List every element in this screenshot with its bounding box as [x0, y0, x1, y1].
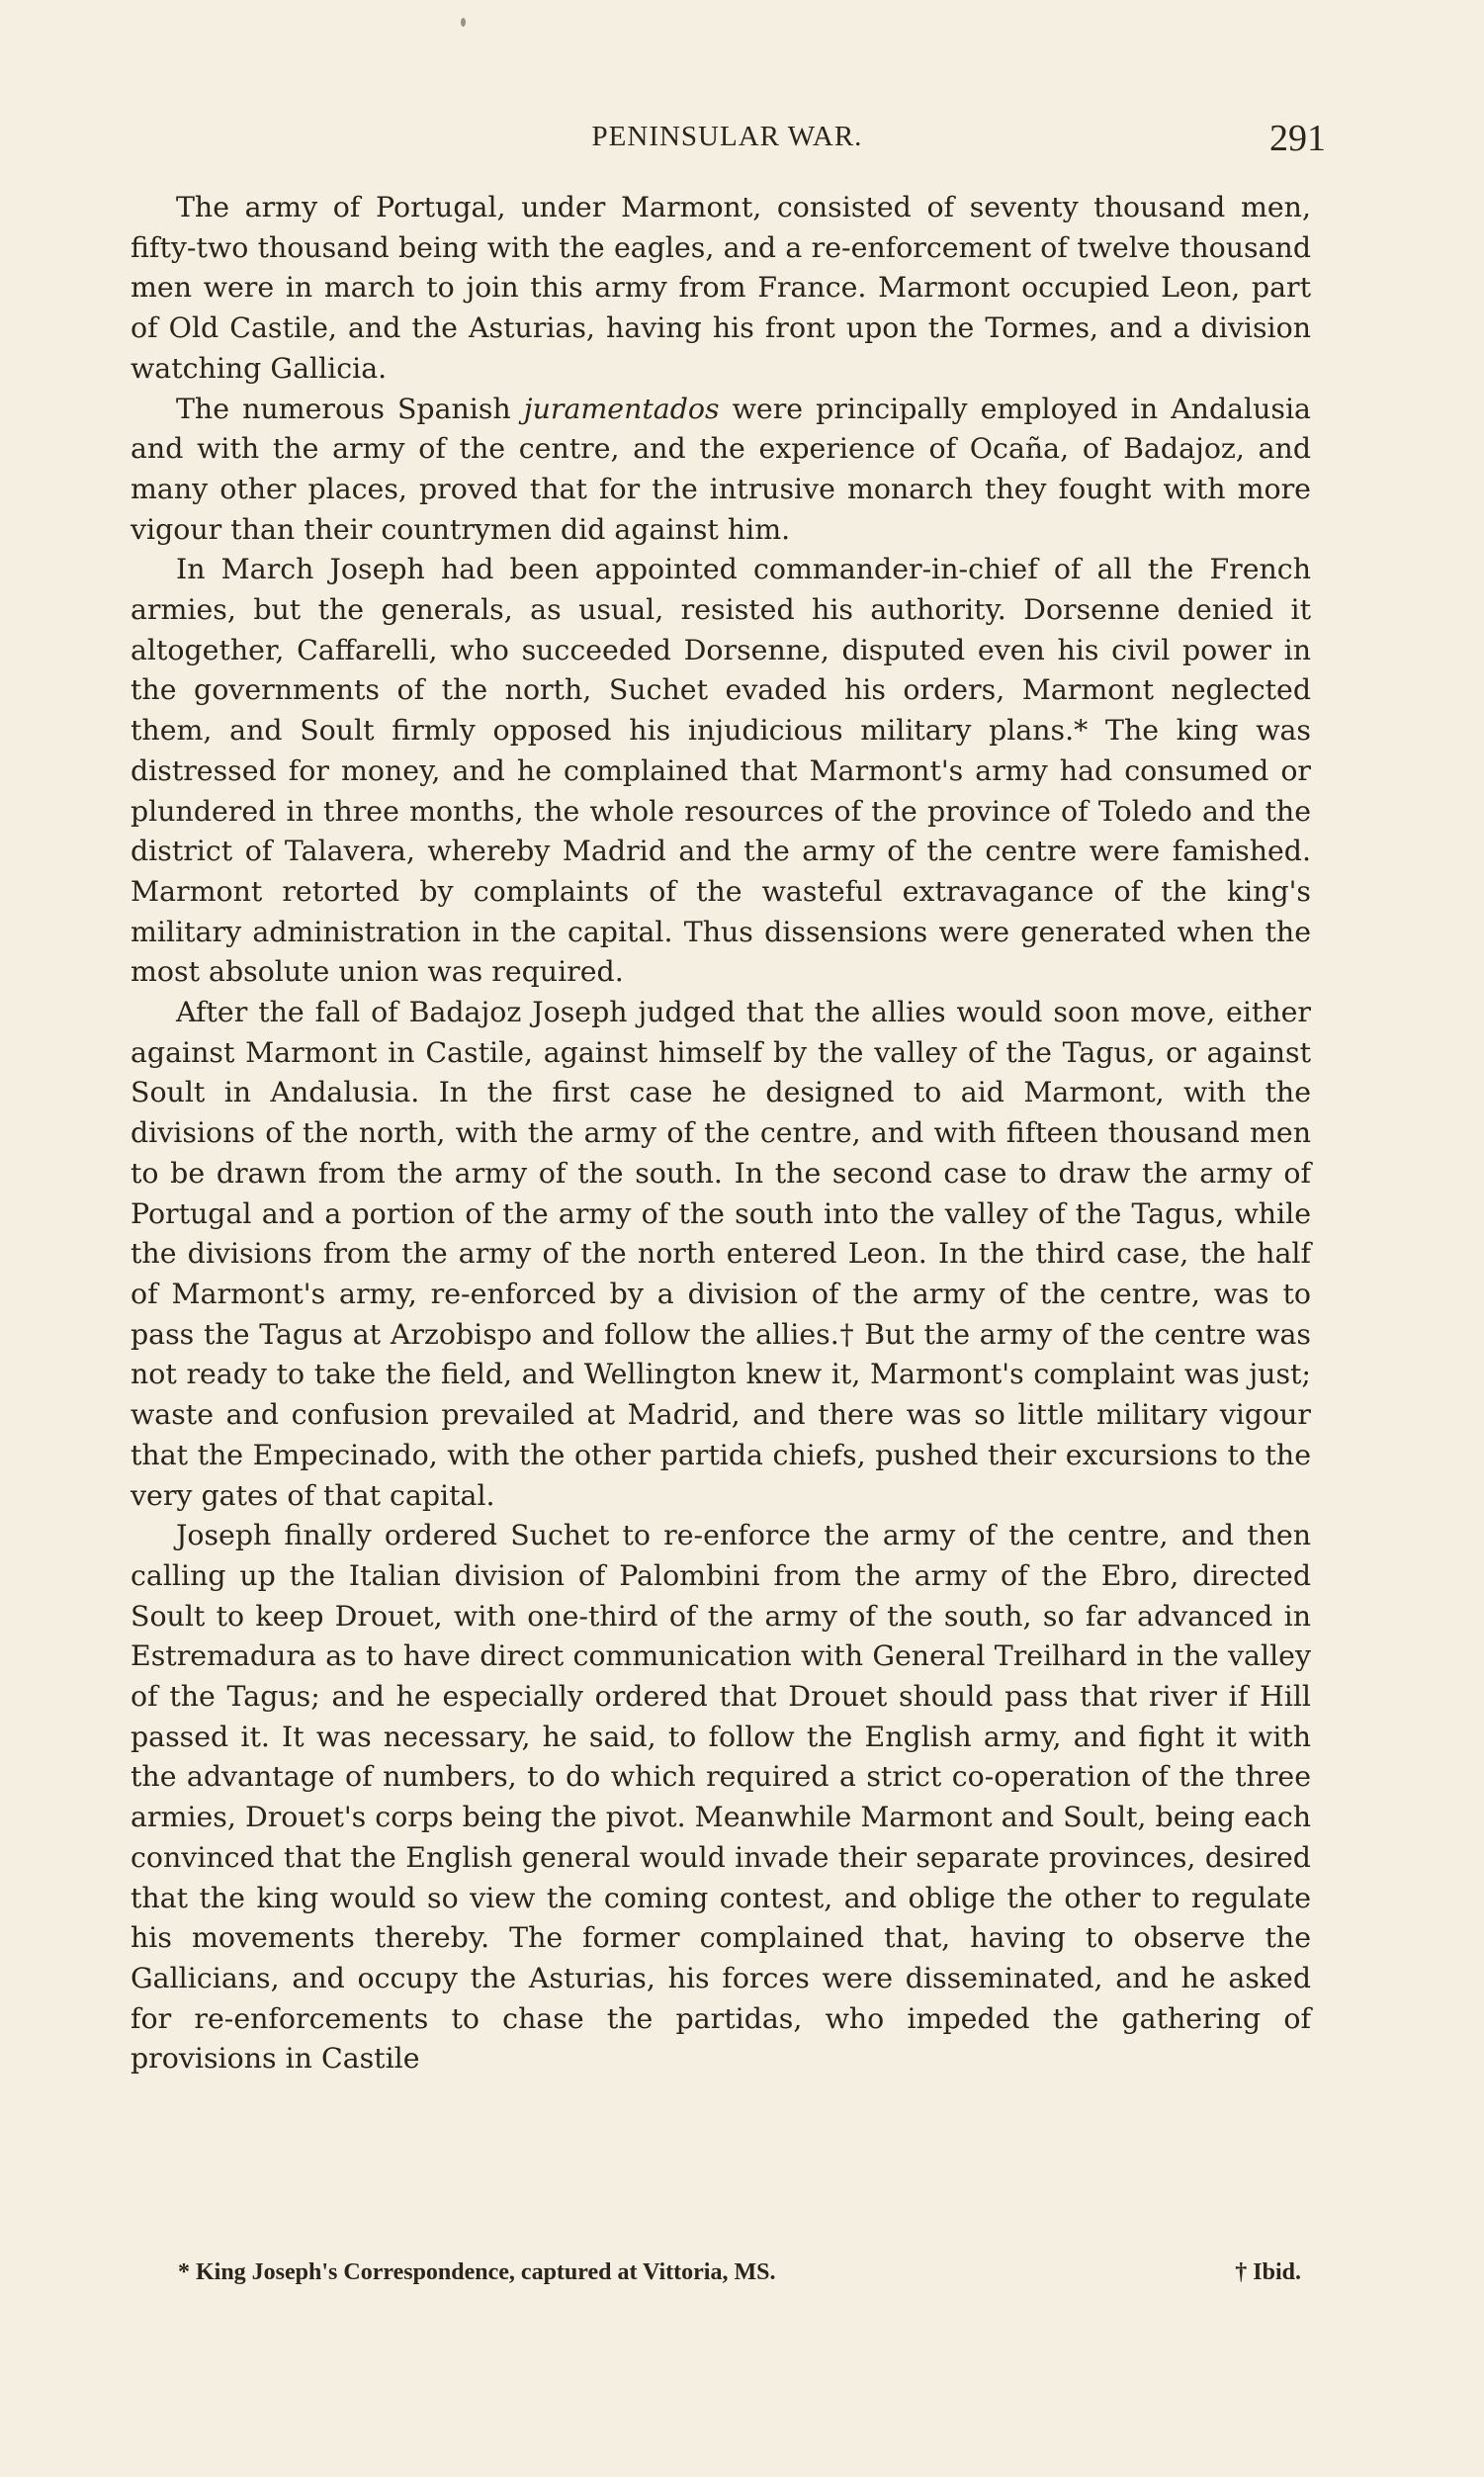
paragraph-3: [131, 550, 1311, 993]
paragraph-1: [131, 188, 1311, 390]
footnote-star: * King Joseph's Correspondence, captured at Vittoria, MS.: [178, 2259, 776, 2285]
paragraph-text: The numerous Spanish: [176, 392, 524, 425]
page-header: [129, 111, 1326, 170]
body-text: [131, 188, 1311, 2079]
footnote-dagger: † Ibid.: [1235, 2259, 1301, 2285]
ink-speck: [461, 18, 466, 27]
running-title: PENINSULAR WAR.: [591, 121, 863, 152]
paragraph-4: [131, 993, 1311, 1516]
paragraph-text: Joseph finally ordered Suchet to re-enforce the army of the centre, and then calling up the Italian division of Palombini from the army of the Ebro, directed Soult to keep Drouet, with one-third of the army of the south, so far advanced in Estremadura as to have direct communication with General Treilhard in the valley of the Tagus; and he especially ordered that Drouet should pass that river if Hill passed it. It was necessary, he said, to follow the English army, and fight it with the advantage of numbers, to do which required a strict co-operation of the three armies, Drouet's corps being the pivot. Meanwhile Marmont and Soult, being each convinced that the English general would invade their separate provinces, desired that the king would so view the coming contest, and oblige the other to regulate his movements thereby. The former complained that, having to observe the Gallicians, and occupy the Asturias, his forces were disseminated, and he asked for re-enforcements to chase the partidas, who impeded the gathering of provisions in Castile: [131, 1519, 1311, 2076]
paragraph-text: were principally employed in Andalusia and with the army of the centre, and the experience of Ocaña, of Badajoz, and many other places, proved that for the intrusive monarch they fought with more vigour than their countrymen did against him.: [131, 392, 1311, 546]
page-number: 291: [1269, 118, 1326, 159]
italic-term: juramentados: [523, 392, 720, 425]
paragraph-5: [131, 1516, 1311, 2079]
paragraph-text: In March Joseph had been appointed commander-in-chief of all the French armies, but the generals, as usual, resisted his authority. Dorsenne denied it altogether, Caffarelli, who succeeded Dorsenne, disputed even his civil power in the governments of the north, Suchet evaded his orders, Marmont neglected them, and Soult firmly opposed his injudicious military plans.* The king was distressed for money, and he complained that Marmont's army had consumed or plundered in three months, the whole resources of the province of Toledo and the district of Talavera, whereby Madrid and the army of the centre were famished. Marmont retorted by complaints of the wasteful extravagance of the king's military administration in the capital. Thus dissensions were generated when the most absolute union was required.: [131, 553, 1311, 989]
paragraph-text: After the fall of Badajoz Joseph judged that the allies would soon move, either against Marmont in Castile, against himself by the valley of the Tagus, or against Soult in Andalusia. In the first case he designed to aid Marmont, with the divisions of the north, with the army of the centre, and with fifteen thousand men to be drawn from the army of the south. In the second case to draw the army of Portugal and a portion of the army of the south into the valley of the Tagus, while the divisions from the army of the north entered Leon. In the third case, the half of Marmont's army, re-enforced by a division of the army of the centre, was to pass the Tagus at Arzobispo and follow the allies.† But the army of the centre was not ready to take the field, and Wellington knew it, Marmont's complaint was just; waste and confusion prevailed at Madrid, and there was so little military vigour that the Empecinado, with the other partida chiefs, pushed their excursions to the very gates of that capital.: [131, 996, 1311, 1512]
paragraph-text: The army of Portugal, under Marmont, consisted of seventy thousand men, fifty-two thousand being with the eagles, and a re-enforcement of twelve thousand men were in march to join this army from France. Marmont occupied Leon, part of Old Castile, and the Asturias, having his front upon the Tormes, and a division watching Gallicia.: [131, 191, 1311, 385]
paragraph-2: [131, 390, 1311, 551]
